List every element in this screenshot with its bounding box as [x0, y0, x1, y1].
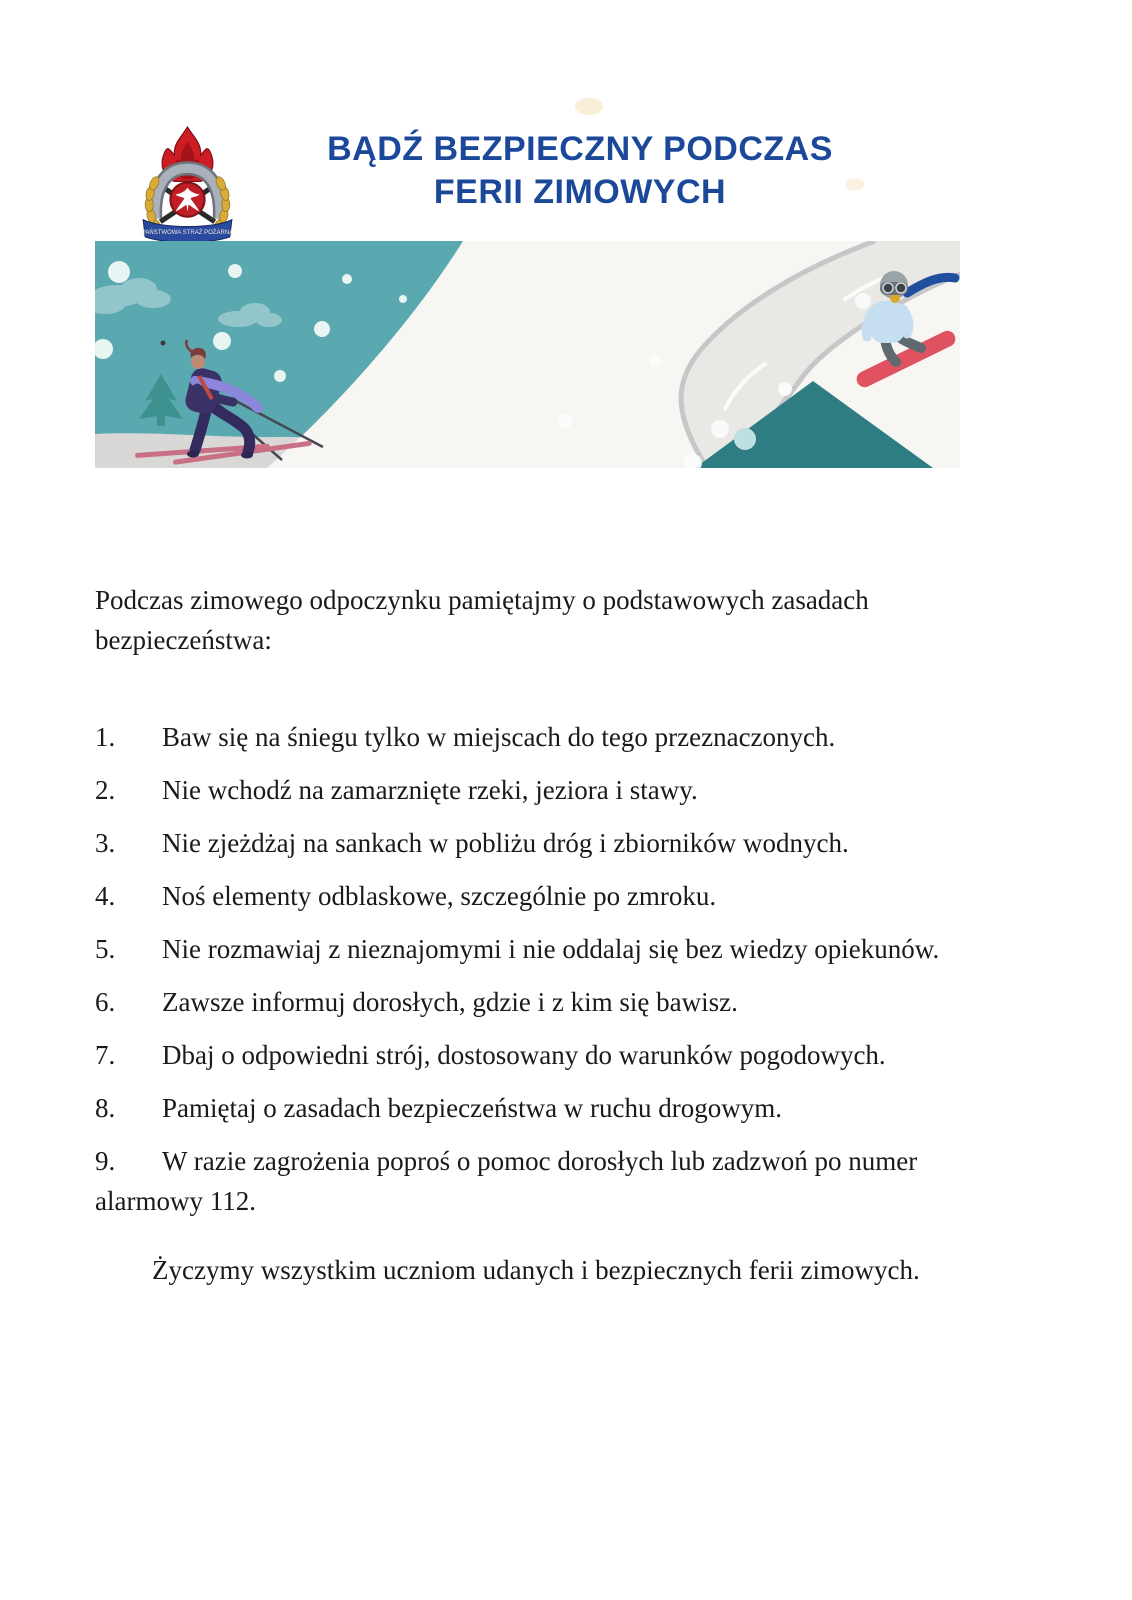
- list-item: [95, 1088, 1057, 1128]
- safety-rules-list: [95, 717, 1057, 1221]
- list-item-number: 1.: [95, 722, 116, 752]
- list-item-number: 7.: [95, 1040, 116, 1070]
- logo-ribbon-text: PAŃSTWOWA STRAŻ POŻARNA: [141, 229, 234, 236]
- list-item-text: Zawsze informuj dorosłych, gdzie i z kim się bawisz.: [162, 987, 738, 1017]
- list-item-text: Noś elementy odblaskowe, szczególnie po zmroku.: [162, 881, 717, 911]
- list-item-text: W razie zagrożenia poproś o pomoc dorosłych lub zadzwoń po numer: [162, 1146, 918, 1176]
- list-item-text: Nie rozmawiaj z nieznajomymi i nie oddalaj się bez wiedzy opiekunów.: [162, 934, 940, 964]
- fire-service-crest-icon: [139, 126, 236, 251]
- list-item: [95, 770, 1057, 810]
- list-item: [95, 1035, 1057, 1075]
- list-item-number: 6.: [95, 987, 116, 1017]
- list-item-number: 4.: [95, 881, 116, 911]
- intro-line-2: bezpieczeństwa:: [95, 625, 272, 655]
- list-item: [95, 717, 1057, 757]
- list-item: [95, 823, 1057, 863]
- list-item-number: 9.: [95, 1146, 116, 1176]
- list-item-number: 8.: [95, 1093, 116, 1123]
- list-item-text: Pamiętaj o zasadach bezpieczeństwa w ruchu drogowym.: [162, 1093, 783, 1123]
- document-body: [95, 580, 1057, 1290]
- list-item: [95, 1141, 1057, 1221]
- paper-stain: [575, 98, 603, 115]
- winter-banner-illustration: [95, 241, 960, 468]
- list-item-text-continuation: alarmowy 112.: [95, 1186, 256, 1216]
- list-item: [95, 929, 1057, 969]
- list-item-number: 3.: [95, 828, 116, 858]
- snowball: [734, 428, 756, 450]
- list-item-number: 5.: [95, 934, 116, 964]
- intro-paragraph: [95, 580, 1057, 660]
- title-line-1: BĄDŹ BEZPIECZNY PODCZAS: [327, 130, 833, 168]
- list-item: [95, 876, 1057, 916]
- list-item-text: Nie zjeżdżaj na sankach w pobliżu dróg i zbiorników wodnych.: [162, 828, 849, 858]
- list-item-text: Baw się na śniegu tylko w miejscach do tego przeznaczonych.: [162, 722, 836, 752]
- tiny-dot: [161, 341, 166, 346]
- list-item: [95, 982, 1057, 1022]
- title-line-2: FERII ZIMOWYCH: [433, 173, 727, 211]
- list-item-text: Nie wchodź na zamarznięte rzeki, jeziora i stawy.: [162, 775, 698, 805]
- panstwowa-straz-pozarna-logo: [139, 126, 236, 251]
- page-title: [285, 128, 875, 214]
- list-item-text: Dbaj o odpowiedni strój, dostosowany do warunków pogodowych.: [162, 1040, 886, 1070]
- closing-line: Życzymy wszystkim uczniom udanych i bezpiecznych ferii zimowych.: [152, 1255, 920, 1285]
- list-item-number: 2.: [95, 775, 116, 805]
- intro-line-1: Podczas zimowego odpoczynku pamiętajmy o podstawowych zasadach: [95, 585, 869, 615]
